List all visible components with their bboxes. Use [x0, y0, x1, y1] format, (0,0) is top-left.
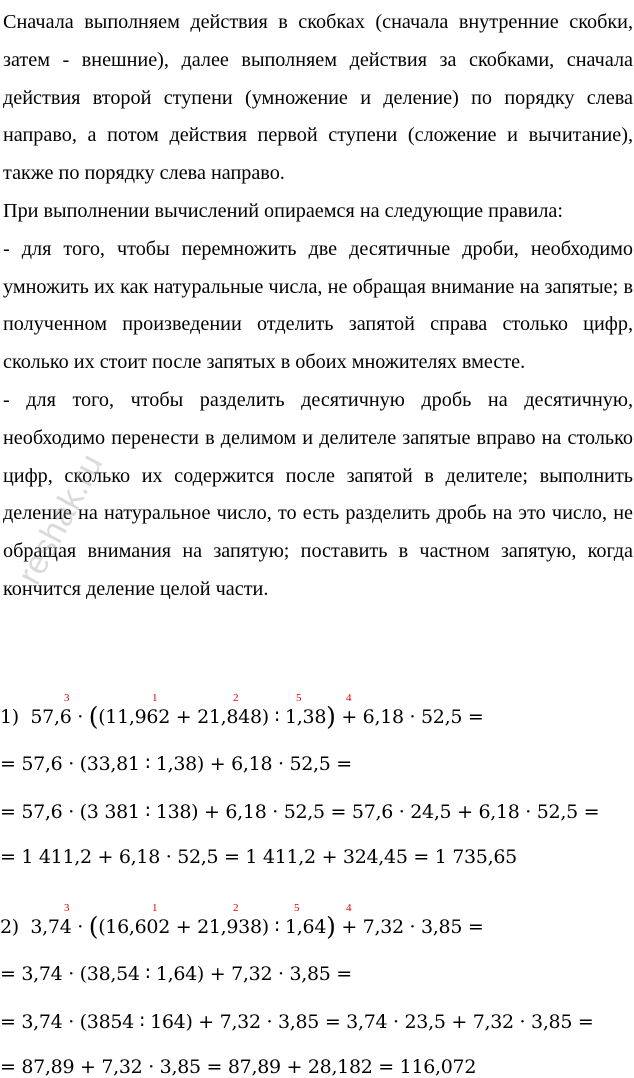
- paragraph-division-rule: - для того, чтобы разделить десятичную дробь на десятичную, необходимо перенести в делимом и делителе запятые вправо на столько цифр, сколько их содержится после запятой в делителе; выполнить деление на натуральное число, то есть разделить дробь на это число, не обращая внимания на запятую; поставить в частном запятую, когда кончится деление целой части.: [3, 388, 633, 600]
- paragraph-multiplication-rule: - для того, чтобы перемножить две десятичные дроби, необходимо умножить их как натуральные числа, не обращая внимание на запятые; в полученном произведении отделить запятой справа столько цифр, сколько их стоит после запятых в обоих множителях вместе.: [3, 237, 633, 374]
- order-marker: 4: [346, 692, 352, 704]
- expr-part: + 7,32 · 3,85 =: [335, 916, 484, 938]
- expr-part: (11,962 + 21,848) ∶ 1,38: [98, 706, 327, 728]
- order-marker: 2: [233, 692, 239, 704]
- solution-line: = 1 411,2 + 6,18 · 52,5 = 1 411,2 + 324,45 = 1 735,65: [0, 846, 517, 868]
- rules-text: [3, 4, 633, 609]
- order-marker: 4: [346, 902, 352, 914]
- order-marker: 5: [296, 692, 302, 704]
- solution-line: = 57,6 · (33,81 ∶ 1,38) + 6,18 · 52,5 =: [0, 753, 352, 775]
- expression-line: [0, 912, 484, 941]
- solution-line: = 3,74 · (38,54 ∶ 1,64) + 7,32 · 3,85 =: [0, 963, 352, 985]
- expr-part: 57,6 ·: [30, 706, 89, 728]
- order-marker: 3: [64, 692, 70, 704]
- solution-line: = 87,89 + 7,32 · 3,85 = 87,89 + 28,182 = 116,072: [0, 1056, 477, 1078]
- big-paren: (: [88, 702, 99, 731]
- expr-part: + 6,18 · 52,5 =: [335, 706, 484, 728]
- problem-label: 1): [0, 706, 19, 728]
- solution-line: = 57,6 · (3 381 ∶ 138) + 6,18 · 52,5 = 57,6 · 24,5 + 6,18 · 52,5 =: [0, 801, 600, 823]
- big-paren: ): [326, 702, 336, 731]
- big-paren: (: [88, 912, 99, 941]
- order-marker: 3: [64, 902, 70, 914]
- order-marker: 2: [233, 902, 239, 914]
- big-paren: ): [326, 912, 336, 941]
- paragraph-order: Сначала выполняем действия в скобках (сначала внутренние скобки, затем - внешние), далее выполняем действия за скобками, сначала действия второй ступени (умножение и деление) по порядку слева направо, а потом действия первой ступени (сложение и вычитание), также по порядку слева направо.: [3, 11, 633, 185]
- order-marker: 1: [152, 692, 158, 704]
- expression-line: [0, 702, 484, 731]
- order-marker: 5: [294, 902, 300, 914]
- paragraph-rules-intro: При выполнении вычислений опираемся на следующие правила:: [3, 199, 564, 222]
- problem-label: 2): [0, 916, 19, 938]
- solution-line: = 3,74 · (3854 ∶ 164) + 7,32 · 3,85 = 3,74 · 23,5 + 7,32 · 3,85 =: [0, 1011, 594, 1033]
- watermark: reshak.ru: [10, 447, 111, 591]
- expr-part: (16,602 + 21,938) ∶ 1,64: [98, 916, 327, 938]
- order-marker: 1: [152, 902, 158, 914]
- expr-part: 3,74 ·: [30, 916, 89, 938]
